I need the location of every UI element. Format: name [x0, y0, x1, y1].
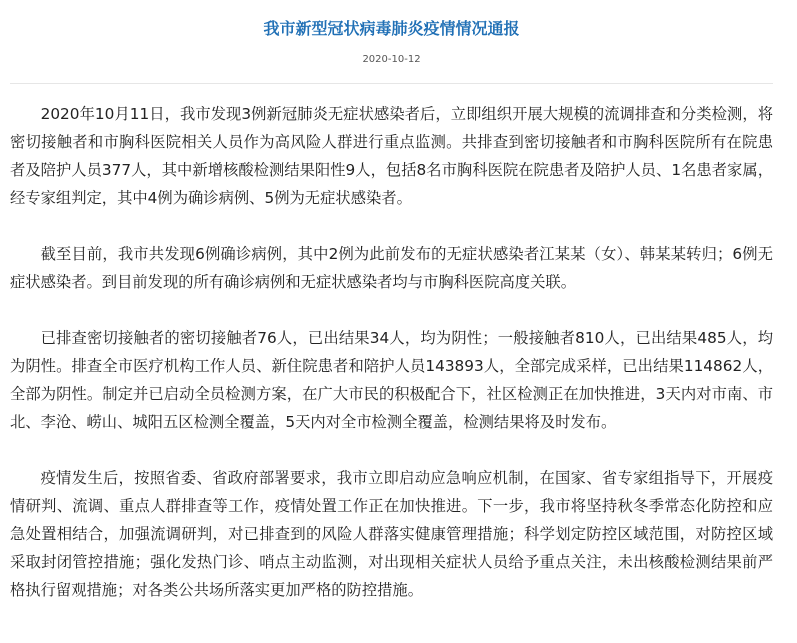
- paragraph-3: 已排查密切接触者的密切接触者76人，已出结果34人，均为阴性；一般接触者810人，已出结果485人，均为阴性。排查全市医疗机构工作人员、新住院患者和陪护人员143893人，全部完成采样，已出结果114862人，全部为阴性。制定并已启动全员检测方案，在广大市民的积极配合下，社区检测正在加快推进，3天内对市南、市北、李沧、崂山、城阳五区检测全覆盖，5天内对全市检测全覆盖，检测结果将及时发布。: [10, 329, 773, 431]
- paragraph-1: 2020年10月11日，我市发现3例新冠肺炎无症状感染者后，立即组织开展大规模的流调排查和分类检测，将密切接触者和市胸科医院相关人员作为高风险人群进行重点监测。共排查到密切接触者和市胸科医院所有在院患者及陪护人员377人，其中新增核酸检测结果阳性9人，包括8名市胸科医院在院患者及陪护人员、1名患者家属，经专家组判定，其中4例为确诊病例、5例为无症状感染者。: [10, 105, 773, 207]
- paragraph-4: 疫情发生后，按照省委、省政府部署要求，我市立即启动应急响应机制，在国家、省专家组指导下，开展疫情研判、流调、重点人群排查等工作，疫情处置工作正在加快推进。下一步，我市将坚持秋冬季常态化防控和应急处置相结合，加强流调研判，对已排查到的风险人群落实健康管理措施；科学划定防控区域范围，对防控区域采取封闭管控措施；强化发热门诊、哨点主动监测，对出现相关症状人员给予重点关注，未出核酸检测结果前严格执行留观措施；对各类公共场所落实更加严格的防控措施。: [10, 469, 773, 599]
- article-body: [10, 84, 773, 604]
- paragraph-2: 截至目前，我市共发现6例确诊病例，其中2例为此前发布的无症状感染者江某某（女）、韩某某转归；6例无症状感染者。到目前发现的所有确诊病例和无症状感染者均与市胸科医院高度关联。: [10, 245, 773, 291]
- publish-date: 2020-10-12: [362, 54, 421, 65]
- article-title: 我市新型冠状病毒肺炎疫情情况通报: [263, 19, 520, 38]
